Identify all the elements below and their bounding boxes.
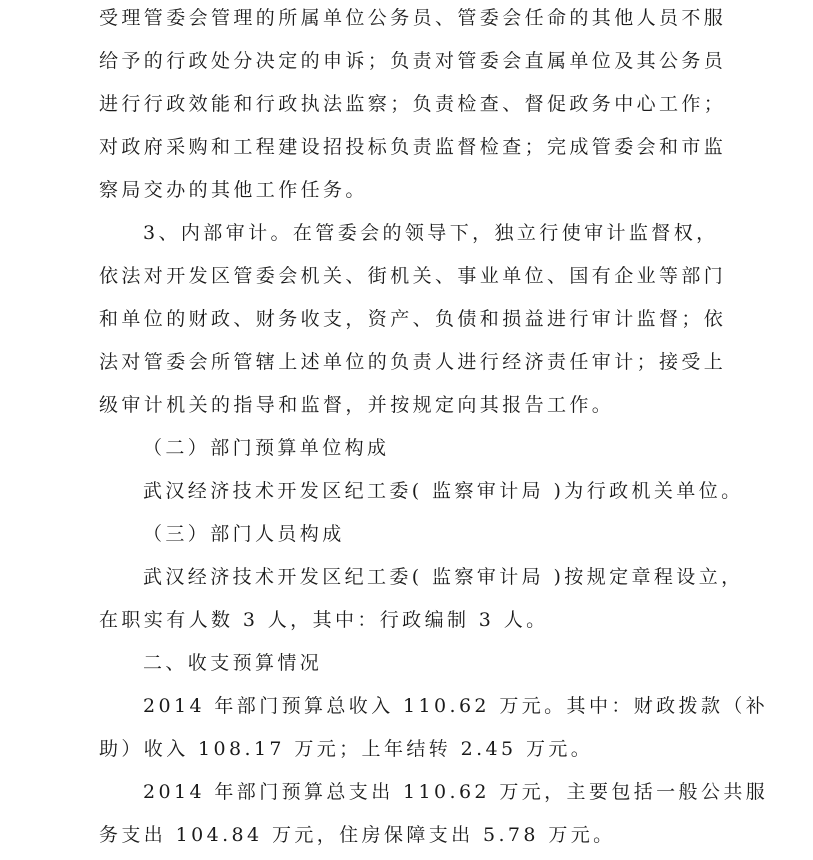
text-line: 察局交办的其他工作任务。 xyxy=(99,179,368,201)
paragraph-internal-audit: 3、内部审计。在管委会的领导下，独立行使审计监督权， xyxy=(143,222,719,244)
text-line: 受理管委会管理的所属单位公务员、管委会任命的其他人员不服 xyxy=(99,7,727,29)
section-heading-budget: 二、收支预算情况 xyxy=(143,652,323,674)
text-line: 给予的行政处分决定的申诉；负责对管委会直属单位及其公务员 xyxy=(99,50,727,72)
text-line: 武汉经济技术开发区纪工委( 监察审计局 )按规定章程设立， xyxy=(143,566,744,588)
text-line: 务支出 104.84 万元，住房保障支出 5.78 万元。 xyxy=(99,824,616,846)
text-line: 对政府采购和工程建设招投标负责监督检查；完成管委会和市监 xyxy=(99,136,727,158)
document-body xyxy=(99,0,769,857)
text-line: 武汉经济技术开发区纪工委( 监察审计局 )为行政机关单位。 xyxy=(143,480,744,502)
text-line: 2014 年部门预算总收入 110.62 万元。其中：财政拨款（补 xyxy=(143,695,769,717)
section-heading-staff: （三）部门人员构成 xyxy=(143,523,345,545)
text-line: 助）收入 108.17 万元；上年结转 2.45 万元。 xyxy=(99,738,594,760)
text-line: 和单位的财政、财务收支，资产、负债和损益进行审计监督；依 xyxy=(99,308,727,330)
section-heading-budget-units: （二）部门预算单位构成 xyxy=(143,437,390,459)
text-line: 法对管委会所管辖上述单位的负责人进行经济责任审计；接受上 xyxy=(99,351,727,373)
text-line: 2014 年部门预算总支出 110.62 万元，主要包括一般公共服 xyxy=(143,781,769,803)
text-line: 进行行政效能和行政执法监察；负责检查、督促政务中心工作； xyxy=(99,93,727,115)
text-line: 在职实有人数 3 人，其中：行政编制 3 人。 xyxy=(99,609,549,631)
text-line: 级审计机关的指导和监督，并按规定向其报告工作。 xyxy=(99,394,615,416)
text-line: 依法对开发区管委会机关、街机关、事业单位、国有企业等部门 xyxy=(99,265,727,287)
